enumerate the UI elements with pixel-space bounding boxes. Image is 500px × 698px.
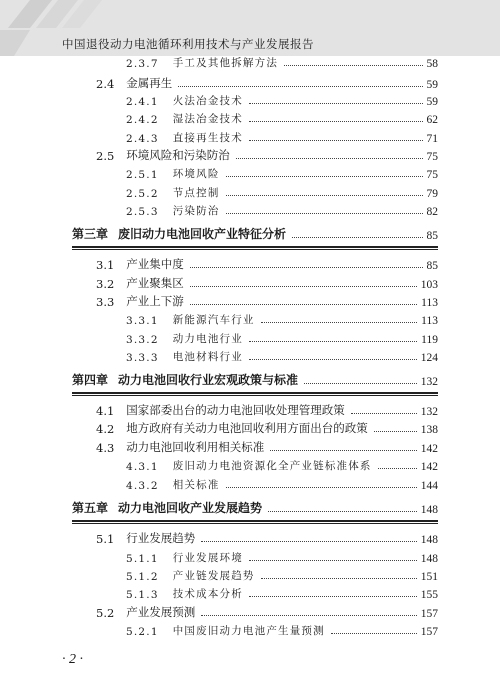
toc-entry-number: 3.2 bbox=[96, 277, 115, 291]
toc-section-entry[interactable] bbox=[126, 127, 438, 145]
toc-entry-page: 148 bbox=[420, 534, 438, 546]
toc-entry-page: 58 bbox=[426, 58, 438, 70]
chapter-rule-thin bbox=[72, 395, 438, 396]
toc-entry-title: 湿法冶金技术 bbox=[172, 113, 243, 125]
toc-entry-number: 5.1.3 bbox=[126, 589, 159, 601]
toc-section-entry[interactable] bbox=[126, 328, 438, 346]
toc-entry-number: 2.5.2 bbox=[126, 188, 159, 200]
toc-entry-page: 113 bbox=[421, 297, 438, 309]
toc-entry-title: 金属再生 bbox=[126, 76, 173, 90]
toc-entry-number: 2.4 bbox=[96, 77, 115, 91]
toc-entry-number: 3.1 bbox=[96, 258, 115, 272]
toc-chapter-entry[interactable] bbox=[72, 498, 438, 516]
toc-entry-page: 113 bbox=[421, 315, 438, 327]
toc-section-entry[interactable] bbox=[126, 182, 438, 200]
toc-section-entry[interactable] bbox=[126, 583, 438, 601]
toc-entry-number: 2.5.3 bbox=[126, 206, 159, 218]
dot-leader bbox=[374, 431, 417, 432]
toc-section-entry[interactable] bbox=[126, 163, 438, 181]
toc-section-entry[interactable] bbox=[126, 620, 438, 638]
toc-entry-number: 第三章 bbox=[72, 227, 109, 241]
toc-entry-title: 行业发展趋势 bbox=[126, 531, 196, 545]
toc-section-entry[interactable] bbox=[96, 145, 438, 163]
toc-entry-title: 动力电池回收行业宏观政策与标准 bbox=[118, 373, 299, 387]
toc-entry-title: 污染防治 bbox=[172, 205, 220, 217]
dot-leader bbox=[226, 176, 423, 177]
book-title: 中国退役动力电池循环利用技术与产业发展报告 bbox=[62, 37, 314, 51]
toc-entry-page: 132 bbox=[420, 406, 438, 418]
chapter-rule bbox=[72, 392, 438, 394]
toc-entry-title: 产业聚集区 bbox=[126, 276, 184, 290]
toc-entry-title: 电池材料行业 bbox=[172, 351, 243, 363]
toc-entry-number: 2.3.7 bbox=[126, 58, 159, 70]
toc-entry-page: 157 bbox=[420, 608, 438, 620]
toc-entry-title: 国家部委出台的动力电池回收处理管理政策 bbox=[126, 403, 345, 417]
toc-entry-page: 148 bbox=[420, 504, 438, 516]
toc-entry-number: 5.2.1 bbox=[126, 626, 159, 638]
toc-entry-number: 2.4.1 bbox=[126, 96, 159, 108]
toc-entry-title: 火法冶金技术 bbox=[172, 95, 243, 107]
dot-leader bbox=[226, 213, 423, 214]
toc-section-entry[interactable] bbox=[96, 400, 438, 418]
toc-entry-title: 废旧动力电池资源化全产业链标准体系 bbox=[172, 460, 372, 472]
toc-entry-title: 产业发展预测 bbox=[126, 605, 196, 619]
toc-section-entry[interactable] bbox=[96, 528, 438, 546]
toc-entry-page: 85 bbox=[426, 230, 438, 242]
toc-entry-number: 第五章 bbox=[72, 501, 109, 515]
toc-entry-number: 4.2 bbox=[96, 422, 115, 436]
toc-entry-title: 地方政府有关动力电池回收利用方面出台的政策 bbox=[126, 421, 368, 435]
toc-section-entry[interactable] bbox=[126, 547, 438, 565]
toc-section-entry[interactable] bbox=[96, 254, 438, 272]
toc-entry-number: 3.3.3 bbox=[126, 352, 159, 364]
toc-entry-title: 产业集中度 bbox=[126, 257, 184, 271]
dot-leader bbox=[201, 541, 416, 542]
toc-section-entry[interactable] bbox=[126, 455, 438, 473]
toc-entry-title: 动力电池回收利用相关标准 bbox=[126, 440, 265, 454]
toc-section-entry[interactable] bbox=[126, 565, 438, 583]
toc-section-entry[interactable] bbox=[126, 309, 438, 327]
toc-entry-page: 148 bbox=[420, 553, 438, 565]
toc-entry-number: 2.5 bbox=[96, 149, 115, 163]
toc-entry-number: 4.3.2 bbox=[126, 480, 159, 492]
toc-entry-number: 3.3 bbox=[96, 295, 115, 309]
toc-entry-title: 中国废旧动力电池产生量预测 bbox=[172, 625, 325, 637]
toc-section-entry[interactable] bbox=[126, 346, 438, 364]
toc-entry-number: 2.4.3 bbox=[126, 133, 159, 145]
toc-entry-title: 相关标准 bbox=[172, 479, 220, 491]
toc-entry-page: 151 bbox=[420, 571, 438, 583]
dot-leader bbox=[178, 86, 422, 87]
dot-leader bbox=[190, 267, 423, 268]
toc-entry-title: 环境风险和污染防治 bbox=[126, 148, 230, 162]
toc-entry-number: 2.4.2 bbox=[126, 114, 159, 126]
dot-leader bbox=[249, 103, 423, 104]
toc-section-entry[interactable] bbox=[96, 291, 438, 309]
toc-entry-page: 75 bbox=[426, 169, 438, 181]
toc-section-entry[interactable] bbox=[126, 90, 438, 108]
dot-leader bbox=[249, 560, 417, 561]
toc-entry-page: 144 bbox=[420, 480, 438, 492]
toc-section-entry[interactable] bbox=[126, 52, 438, 70]
toc-entry-page: 157 bbox=[420, 626, 438, 638]
toc-entry-page: 119 bbox=[421, 334, 438, 346]
toc-section-entry[interactable] bbox=[126, 200, 438, 218]
dot-leader bbox=[249, 341, 417, 342]
dot-leader bbox=[331, 633, 417, 634]
dot-leader bbox=[226, 487, 417, 488]
toc-section-entry[interactable] bbox=[96, 273, 438, 291]
dot-leader bbox=[226, 195, 423, 196]
toc-entry-title: 产业上下游 bbox=[126, 294, 184, 308]
toc-chapter-entry[interactable] bbox=[72, 370, 438, 388]
toc-entry-number: 4.1 bbox=[96, 404, 115, 418]
toc-entry-page: 155 bbox=[420, 589, 438, 601]
toc-entry-page: 124 bbox=[420, 352, 438, 364]
toc-entry-number: 5.1 bbox=[96, 532, 115, 546]
toc-entry-number: 第四章 bbox=[72, 373, 109, 387]
toc-entry-page: 85 bbox=[426, 260, 438, 272]
toc-entry-number: 4.3.1 bbox=[126, 461, 159, 473]
toc-entry-page: 142 bbox=[420, 461, 438, 473]
toc-section-entry[interactable] bbox=[126, 108, 438, 126]
toc-entry-number: 5.1.1 bbox=[126, 553, 159, 565]
toc-entry-title: 直接再生技术 bbox=[172, 132, 243, 144]
toc-entry-number: 5.2 bbox=[96, 606, 115, 620]
toc-entry-title: 产业链发展趋势 bbox=[172, 570, 255, 582]
toc-entry-page: 132 bbox=[420, 376, 438, 388]
dot-leader bbox=[190, 304, 417, 305]
toc-entry-title: 技术成本分析 bbox=[172, 588, 243, 600]
chapter-rule bbox=[72, 246, 438, 248]
dot-leader bbox=[378, 468, 417, 469]
toc-entry-title: 动力电池行业 bbox=[172, 333, 243, 345]
toc-entry-title: 行业发展环境 bbox=[172, 552, 243, 564]
toc-section-entry[interactable] bbox=[126, 474, 438, 492]
dot-leader bbox=[270, 450, 416, 451]
toc-entry-page: 138 bbox=[420, 424, 438, 436]
toc-entry-title: 新能源汽车行业 bbox=[172, 314, 255, 326]
toc-entry-title: 手工及其他拆解方法 bbox=[172, 57, 279, 69]
dot-leader bbox=[284, 65, 422, 66]
dot-leader bbox=[268, 511, 417, 512]
toc-entry-page: 103 bbox=[420, 279, 438, 291]
toc-entry-title: 动力电池回收产业发展趋势 bbox=[118, 501, 263, 515]
toc-entry-page: 142 bbox=[420, 443, 438, 455]
toc-entry-title: 废旧动力电池回收产业特征分析 bbox=[118, 227, 287, 241]
toc-entry-page: 75 bbox=[426, 151, 438, 163]
dot-leader bbox=[261, 322, 418, 323]
toc-entry-page: 71 bbox=[426, 133, 438, 145]
dot-leader bbox=[249, 121, 423, 122]
toc-entry-page: 59 bbox=[426, 96, 438, 108]
dot-leader bbox=[261, 578, 417, 579]
toc-entry-page: 59 bbox=[426, 79, 438, 91]
dot-leader bbox=[190, 286, 417, 287]
dot-leader bbox=[304, 383, 417, 384]
dot-leader bbox=[292, 237, 422, 238]
toc-chapter-entry[interactable] bbox=[72, 224, 438, 242]
toc-entry-title: 环境风险 bbox=[172, 168, 220, 180]
dot-leader bbox=[201, 615, 416, 616]
toc-entry-title: 节点控制 bbox=[172, 187, 220, 199]
toc-entry-page: 62 bbox=[426, 114, 438, 126]
toc-section-entry[interactable] bbox=[96, 437, 438, 455]
toc-entry-number: 3.3.2 bbox=[126, 334, 159, 346]
toc-entry-number: 3.3.1 bbox=[126, 315, 159, 327]
toc-section-entry[interactable] bbox=[96, 418, 438, 436]
toc-entry-page: 82 bbox=[426, 206, 438, 218]
dot-leader bbox=[249, 596, 417, 597]
toc-entry-number: 5.1.2 bbox=[126, 571, 159, 583]
toc-section-entry[interactable] bbox=[96, 73, 438, 91]
toc-entry-page: 79 bbox=[426, 188, 438, 200]
toc-section-entry[interactable] bbox=[96, 602, 438, 620]
dot-leader bbox=[249, 140, 423, 141]
toc-entry-number: 2.5.1 bbox=[126, 169, 159, 181]
page-number: · 2 · bbox=[62, 652, 83, 667]
dot-leader bbox=[351, 413, 417, 414]
chapter-rule bbox=[72, 520, 438, 522]
dot-leader bbox=[236, 158, 423, 159]
toc-entry-number: 4.3 bbox=[96, 441, 115, 455]
chapter-rule-thin bbox=[72, 249, 438, 250]
dot-leader bbox=[249, 359, 417, 360]
chapter-rule-thin bbox=[72, 523, 438, 524]
